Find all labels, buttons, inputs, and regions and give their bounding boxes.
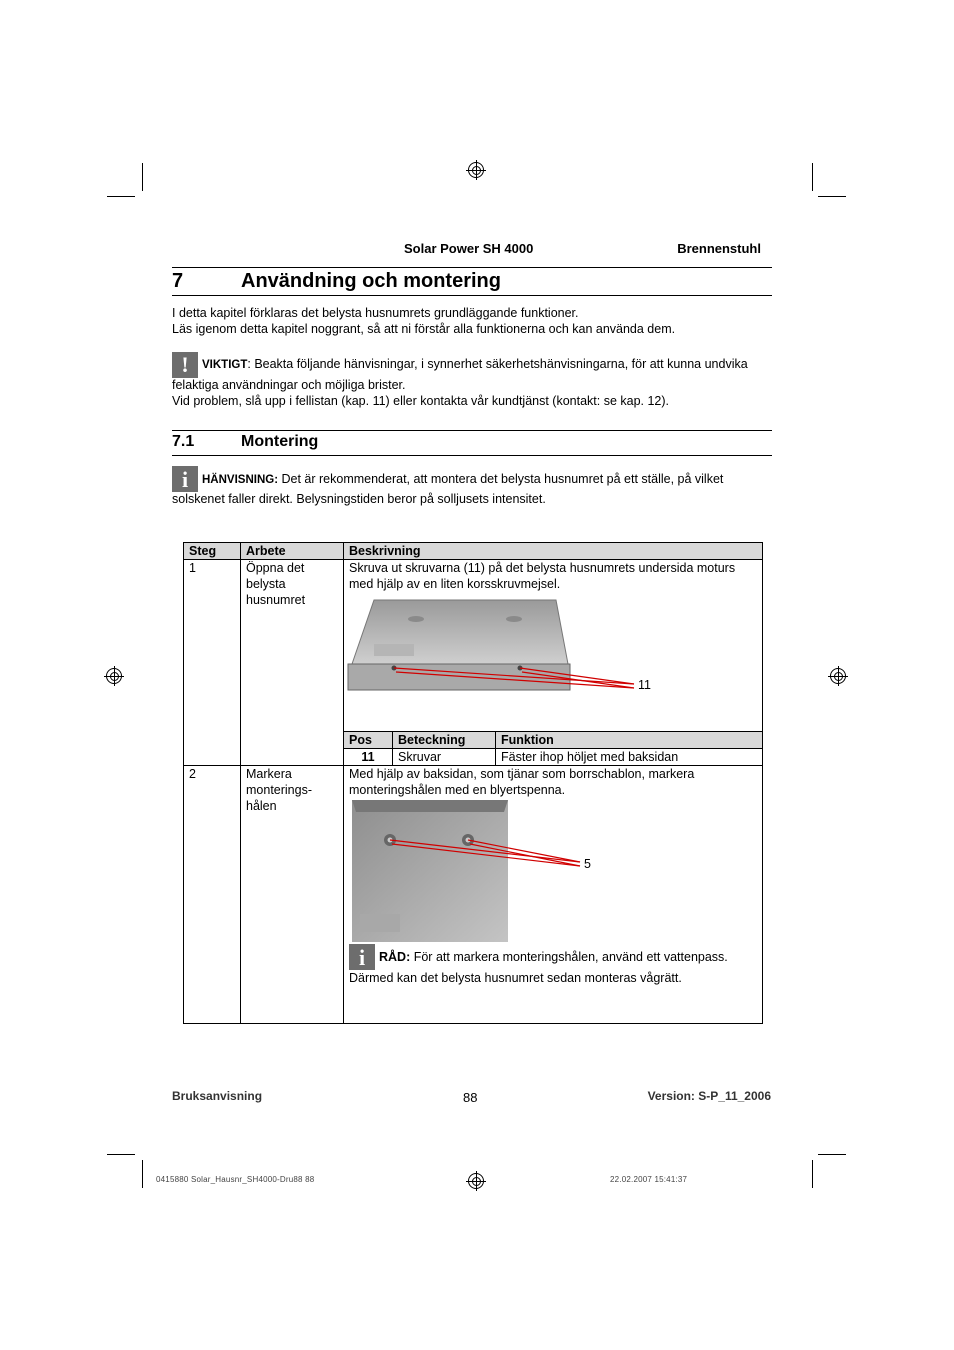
table-row (184, 766, 763, 1024)
parts-table (344, 731, 762, 765)
callout-label: 5 (584, 857, 591, 871)
tip-note (344, 944, 762, 986)
step-number: 2 (184, 766, 241, 1024)
tip-label: RÅD: (379, 950, 411, 964)
step-description: Med hjälp av baksidan, som tjänar som borrschablon, markera monteringshålen med en blyertspenna. (349, 767, 695, 797)
crop-mark (142, 1160, 143, 1188)
parts-pos: 11 (344, 749, 393, 766)
exclamation-icon: ! (172, 352, 198, 378)
slug-file: 0415880 Solar_Hausnr_SH4000-Dru88 88 (156, 1175, 315, 1184)
header-work: Arbete (241, 543, 344, 560)
parts-header-name: Beteckning (393, 732, 496, 749)
intro-text (172, 306, 772, 337)
chapter-title: Användning och montering (241, 270, 501, 292)
important-text-2: Vid problem, slå upp i fellistan (kap. 11) eller kontakta vår kundtjänst (kontakt: se kap. 12). (172, 393, 670, 408)
header-product: Solar Power SH 4000 (404, 241, 534, 256)
step-work: Öppna det belysta husnumret (241, 560, 344, 766)
footer-left: Bruksanvisning (172, 1089, 263, 1103)
housing-image (344, 592, 762, 719)
housing-photo (344, 592, 758, 719)
registration-mark-icon (468, 1173, 484, 1189)
chapter-number: 7 (172, 270, 184, 292)
step-number: 1 (184, 560, 241, 766)
header-description: Beskrivning (344, 543, 763, 560)
crop-mark (812, 163, 813, 191)
parts-row (344, 749, 762, 766)
section-title: Montering (241, 433, 319, 450)
registration-mark-icon (468, 162, 484, 178)
step-work: Markera monterings-hålen (241, 766, 344, 1024)
parts-header-row (344, 732, 762, 749)
section-heading (172, 433, 319, 451)
parts-header-function: Funktion (496, 732, 763, 749)
important-note (172, 352, 772, 409)
important-label: VIKTIGT (202, 359, 248, 371)
steps-table (183, 542, 763, 1024)
info-note (172, 466, 772, 508)
intro-line: I detta kapitel förklaras det belysta husnumrets grundläggande funktioner. (172, 306, 579, 320)
note-text: Det är rekommenderat, att montera det belysta husnumret på ett ställe, på vilket solskenet faller direkt. Belysningstiden beror på solljusets intensitet. (172, 472, 724, 506)
divider (172, 295, 772, 296)
step-description-cell (344, 560, 763, 766)
crop-mark (107, 1154, 135, 1155)
header-step: Steg (184, 543, 241, 560)
crop-mark (107, 196, 135, 197)
note-label: HÄNVISNING: (202, 474, 279, 486)
step-description-cell (344, 766, 763, 1024)
tip-text: För att markera monteringshålen, använd ett vattenpass. Därmed kan det belysta husnumret sedan monteras vågrätt. (349, 950, 728, 985)
important-text: : Beakta följande hänvisningar, i synnerhet säkerhetshänvisningarna, för att kunna undvika felaktiga användningar och möjliga brister. (172, 357, 748, 392)
crop-mark (142, 163, 143, 191)
crop-mark (812, 1160, 813, 1188)
page-number: 88 (463, 1090, 478, 1105)
divider (172, 267, 772, 268)
divider (172, 455, 772, 456)
parts-function: Fäster ihop höljet med baksidan (496, 749, 763, 766)
backplate-photo (344, 798, 758, 944)
chapter-heading (172, 270, 501, 293)
crop-mark (818, 1154, 846, 1155)
parts-name: Skruvar (393, 749, 496, 766)
registration-mark-icon (106, 668, 122, 684)
footer-right: Version: S-P_11_2006 (647, 1089, 771, 1103)
callout-label: 11 (638, 678, 651, 692)
header-brand: Brennenstuhl (677, 241, 761, 256)
step-description: Skruva ut skruvarna (11) på det belysta husnumrets undersida moturs med hjälp av en liten korsskruvmejsel. (349, 561, 736, 591)
parts-header-pos: Pos (344, 732, 393, 749)
divider (172, 430, 772, 431)
info-icon: i (349, 944, 375, 970)
info-icon: i (172, 466, 198, 492)
intro-line: Läs igenom detta kapitel noggrant, så att ni förstår alla funktionerna och kan använda dem. (172, 321, 676, 336)
registration-mark-icon (830, 668, 846, 684)
table-row (184, 560, 763, 766)
table-header-row (184, 543, 763, 560)
crop-mark (818, 196, 846, 197)
slug-date: 22.02.2007 15:41:37 (610, 1175, 688, 1184)
section-number: 7.1 (172, 433, 195, 450)
backplate-image (344, 798, 762, 944)
